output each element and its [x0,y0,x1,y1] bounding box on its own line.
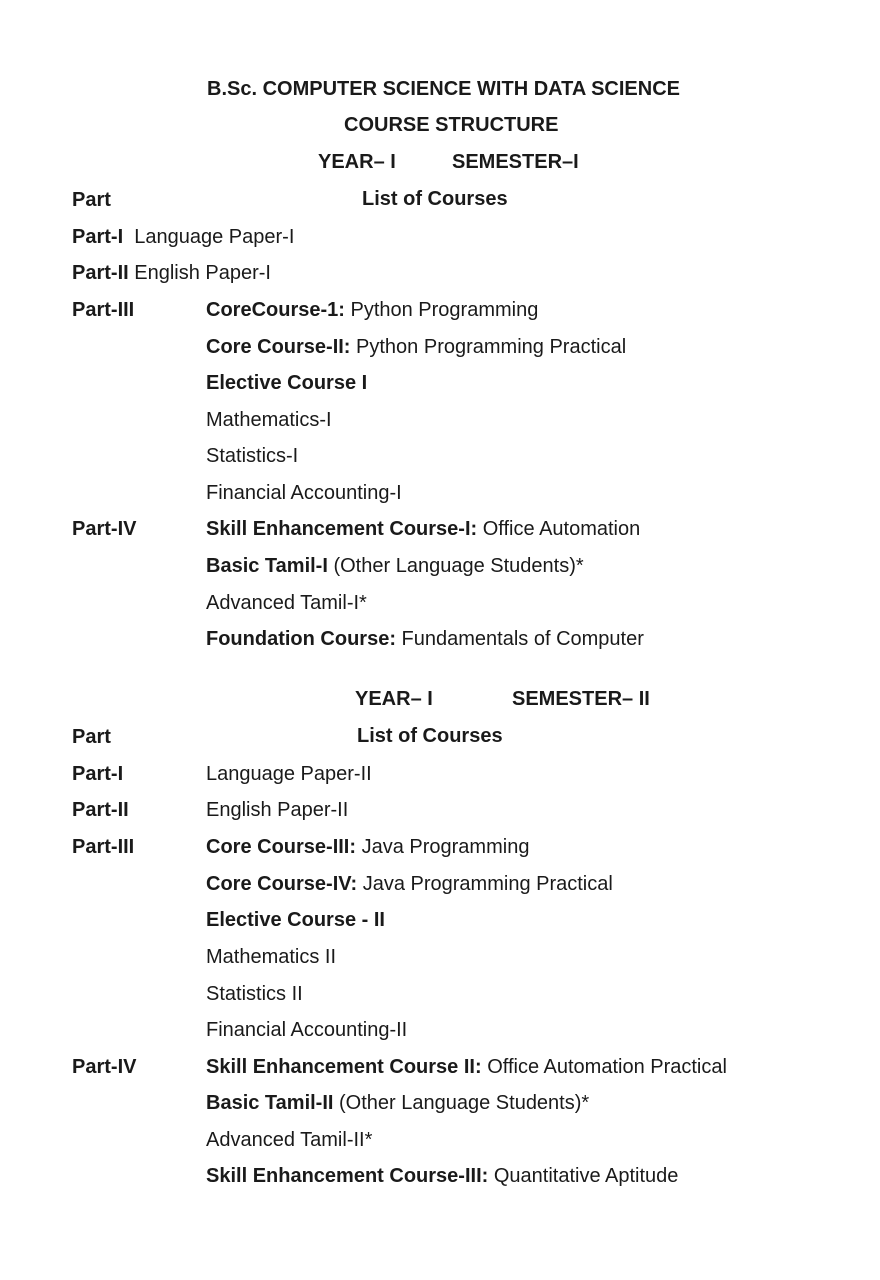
sem2-core3-row [206,835,529,859]
sem1-part3-label: Part-III [72,299,135,321]
sem1-core1-text: Python Programming [350,299,539,321]
sem2-part1-text: Language Paper-II [206,763,372,785]
sem1-list-header: List of Courses [362,188,508,210]
sem2-tamil-text: (Other Language Students)* [339,1092,590,1114]
sem1-elective-option: Mathematics-I [206,409,332,431]
sem1-year: YEAR– I [318,151,396,173]
sem1-tamil-label: Basic Tamil-I [206,555,328,577]
sem2-tamil-label: Basic Tamil-II [206,1092,334,1114]
sem1-part-header: Part [72,189,111,211]
sem2-part4-label: Part-IV [72,1056,137,1078]
sem2-core3-text: Java Programming [361,836,530,858]
sem2-core4-row [206,872,613,896]
sem2-elective-label-text: Elective Course - II [206,909,385,931]
sem1-part1-text: Language Paper-I [134,226,295,248]
sem1-part1-label: Part-I [72,226,124,248]
sem2-tamil-row [206,1091,589,1115]
sem1-core1-row [206,298,538,322]
sem2-part2-label: Part-II [72,799,129,821]
sem1-foundation-label: Foundation Course: [206,628,396,650]
sem2-part-header: Part [72,726,111,748]
sem2-core3-label: Core Course-III: [206,836,357,858]
sem1-part2-label: Part-II [72,262,129,284]
sem1-part4-label: Part-IV [72,518,137,540]
sem2-part3-label: Part-III [72,836,135,858]
sem1-core2-row [206,335,626,359]
sem1-tamil-row [206,554,584,578]
sem1-core1-label: CoreCourse-1: [206,299,345,321]
document-subtitle: COURSE STRUCTURE [344,114,559,136]
sem1-foundation-row [206,627,644,651]
sem1-elective-label-text: Elective Course I [206,372,368,394]
sem2-elective-option: Mathematics II [206,946,337,968]
sem1-elective-option: Statistics-I [206,445,299,467]
sem1-sec-row [206,517,640,541]
sem1-sec-label: Skill Enhancement Course-I: [206,518,478,540]
sem1-sec-text: Office Automation [482,518,641,540]
sem1-elective-label [206,371,367,395]
sem1-adv-tamil: Advanced Tamil-I* [206,592,367,614]
sem1-core2-label: Core Course-II: [206,336,351,358]
document-title: B.Sc. COMPUTER SCIENCE WITH DATA SCIENCE [207,78,680,100]
sem2-year: YEAR– I [355,688,433,710]
sem2-core4-text: Java Programming Practical [362,873,613,895]
sem2-elective-label [206,908,385,932]
sem2-sec3-text: Quantitative Aptitude [493,1165,679,1187]
sem2-elective-option: Financial Accounting-II [206,1019,408,1041]
sem2-semester: SEMESTER– II [512,688,650,710]
sem2-core4-label: Core Course-IV: [206,873,358,895]
sem1-part2-text: English Paper-I [134,262,271,284]
sem1-part2-row [72,261,271,285]
sem1-core2-text: Python Programming Practical [356,336,627,358]
sem2-list-header: List of Courses [357,725,503,747]
sem2-sec2-label: Skill Enhancement Course II: [206,1056,482,1078]
sem2-sec2-text: Office Automation Practical [487,1056,727,1078]
sem1-foundation-text: Fundamentals of Computer [401,628,644,650]
sem1-elective-option: Financial Accounting-I [206,482,402,504]
sem2-part1-label: Part-I [72,763,124,785]
sem2-adv-tamil: Advanced Tamil-II* [206,1129,373,1151]
sem2-part2-text: English Paper-II [206,799,349,821]
sem1-tamil-text: (Other Language Students)* [333,555,584,577]
sem2-sec3-label: Skill Enhancement Course-III: [206,1165,489,1187]
sem2-sec3-row [206,1164,678,1188]
sem1-part1-row [72,225,294,249]
sem2-sec2-row [206,1055,727,1079]
sem1-semester: SEMESTER–I [452,151,579,173]
sem2-elective-option: Statistics II [206,983,303,1005]
